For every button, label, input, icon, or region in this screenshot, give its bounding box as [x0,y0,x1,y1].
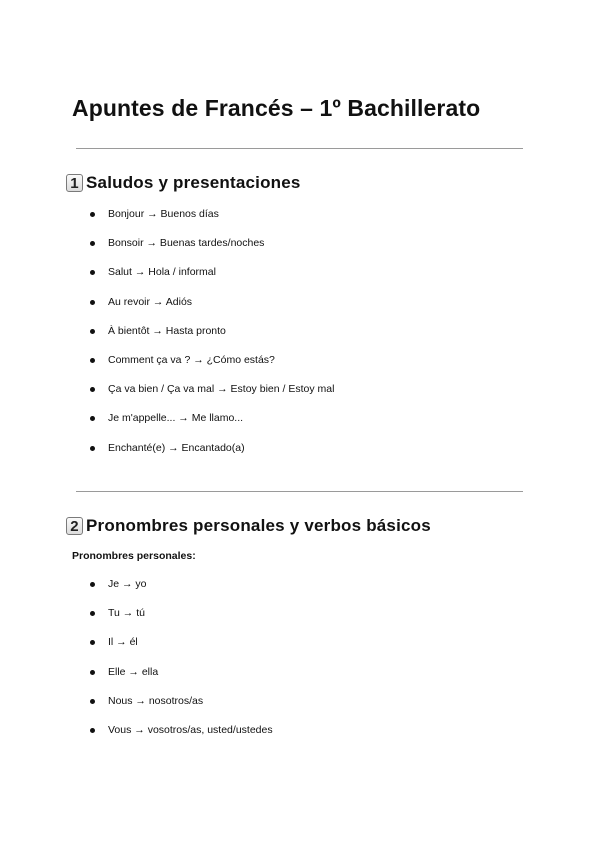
horizontal-divider [76,148,523,149]
list-item: Ça va bien / Ça va mal → Estoy bien / Estoy mal [90,382,334,411]
list-item: Vous → vosotros/as, usted/ustedes [90,723,273,752]
keycap-number-two-icon: 2 [66,517,83,535]
list-item: Bonjour → Buenos días [90,207,334,236]
list-item: Enchanté(e) → Encantado(a) [90,441,334,470]
list-item: Bonsoir → Buenas tardes/noches [90,236,334,265]
section-heading-saludos [66,173,301,193]
list-item: À bientôt → Hasta pronto [90,324,334,353]
section-heading-label: Pronombres personales y verbos básicos [86,516,431,535]
list-item: Comment ça va ? → ¿Cómo estás? [90,353,334,382]
subheading-pronombres: Pronombres personales: [72,550,196,562]
horizontal-divider [76,491,523,492]
list-item: Tu → tú [90,606,273,635]
keycap-number-one-icon: 1 [66,174,83,192]
page-title: Apuntes de Francés – 1º Bachillerato [72,95,481,121]
list-item: Elle → ella [90,665,273,694]
pronouns-list [90,577,273,752]
section-heading-pronombres [66,516,431,536]
list-item: Il → él [90,635,273,664]
list-item: Au revoir → Adiós [90,295,334,324]
list-item: Je → yo [90,577,273,606]
list-item: Salut → Hola / informal [90,265,334,294]
list-item: Je m'appelle... → Me llamo... [90,411,334,440]
list-item: Nous → nosotros/as [90,694,273,723]
greetings-list [90,207,334,470]
section-heading-label: Saludos y presentaciones [86,173,301,192]
